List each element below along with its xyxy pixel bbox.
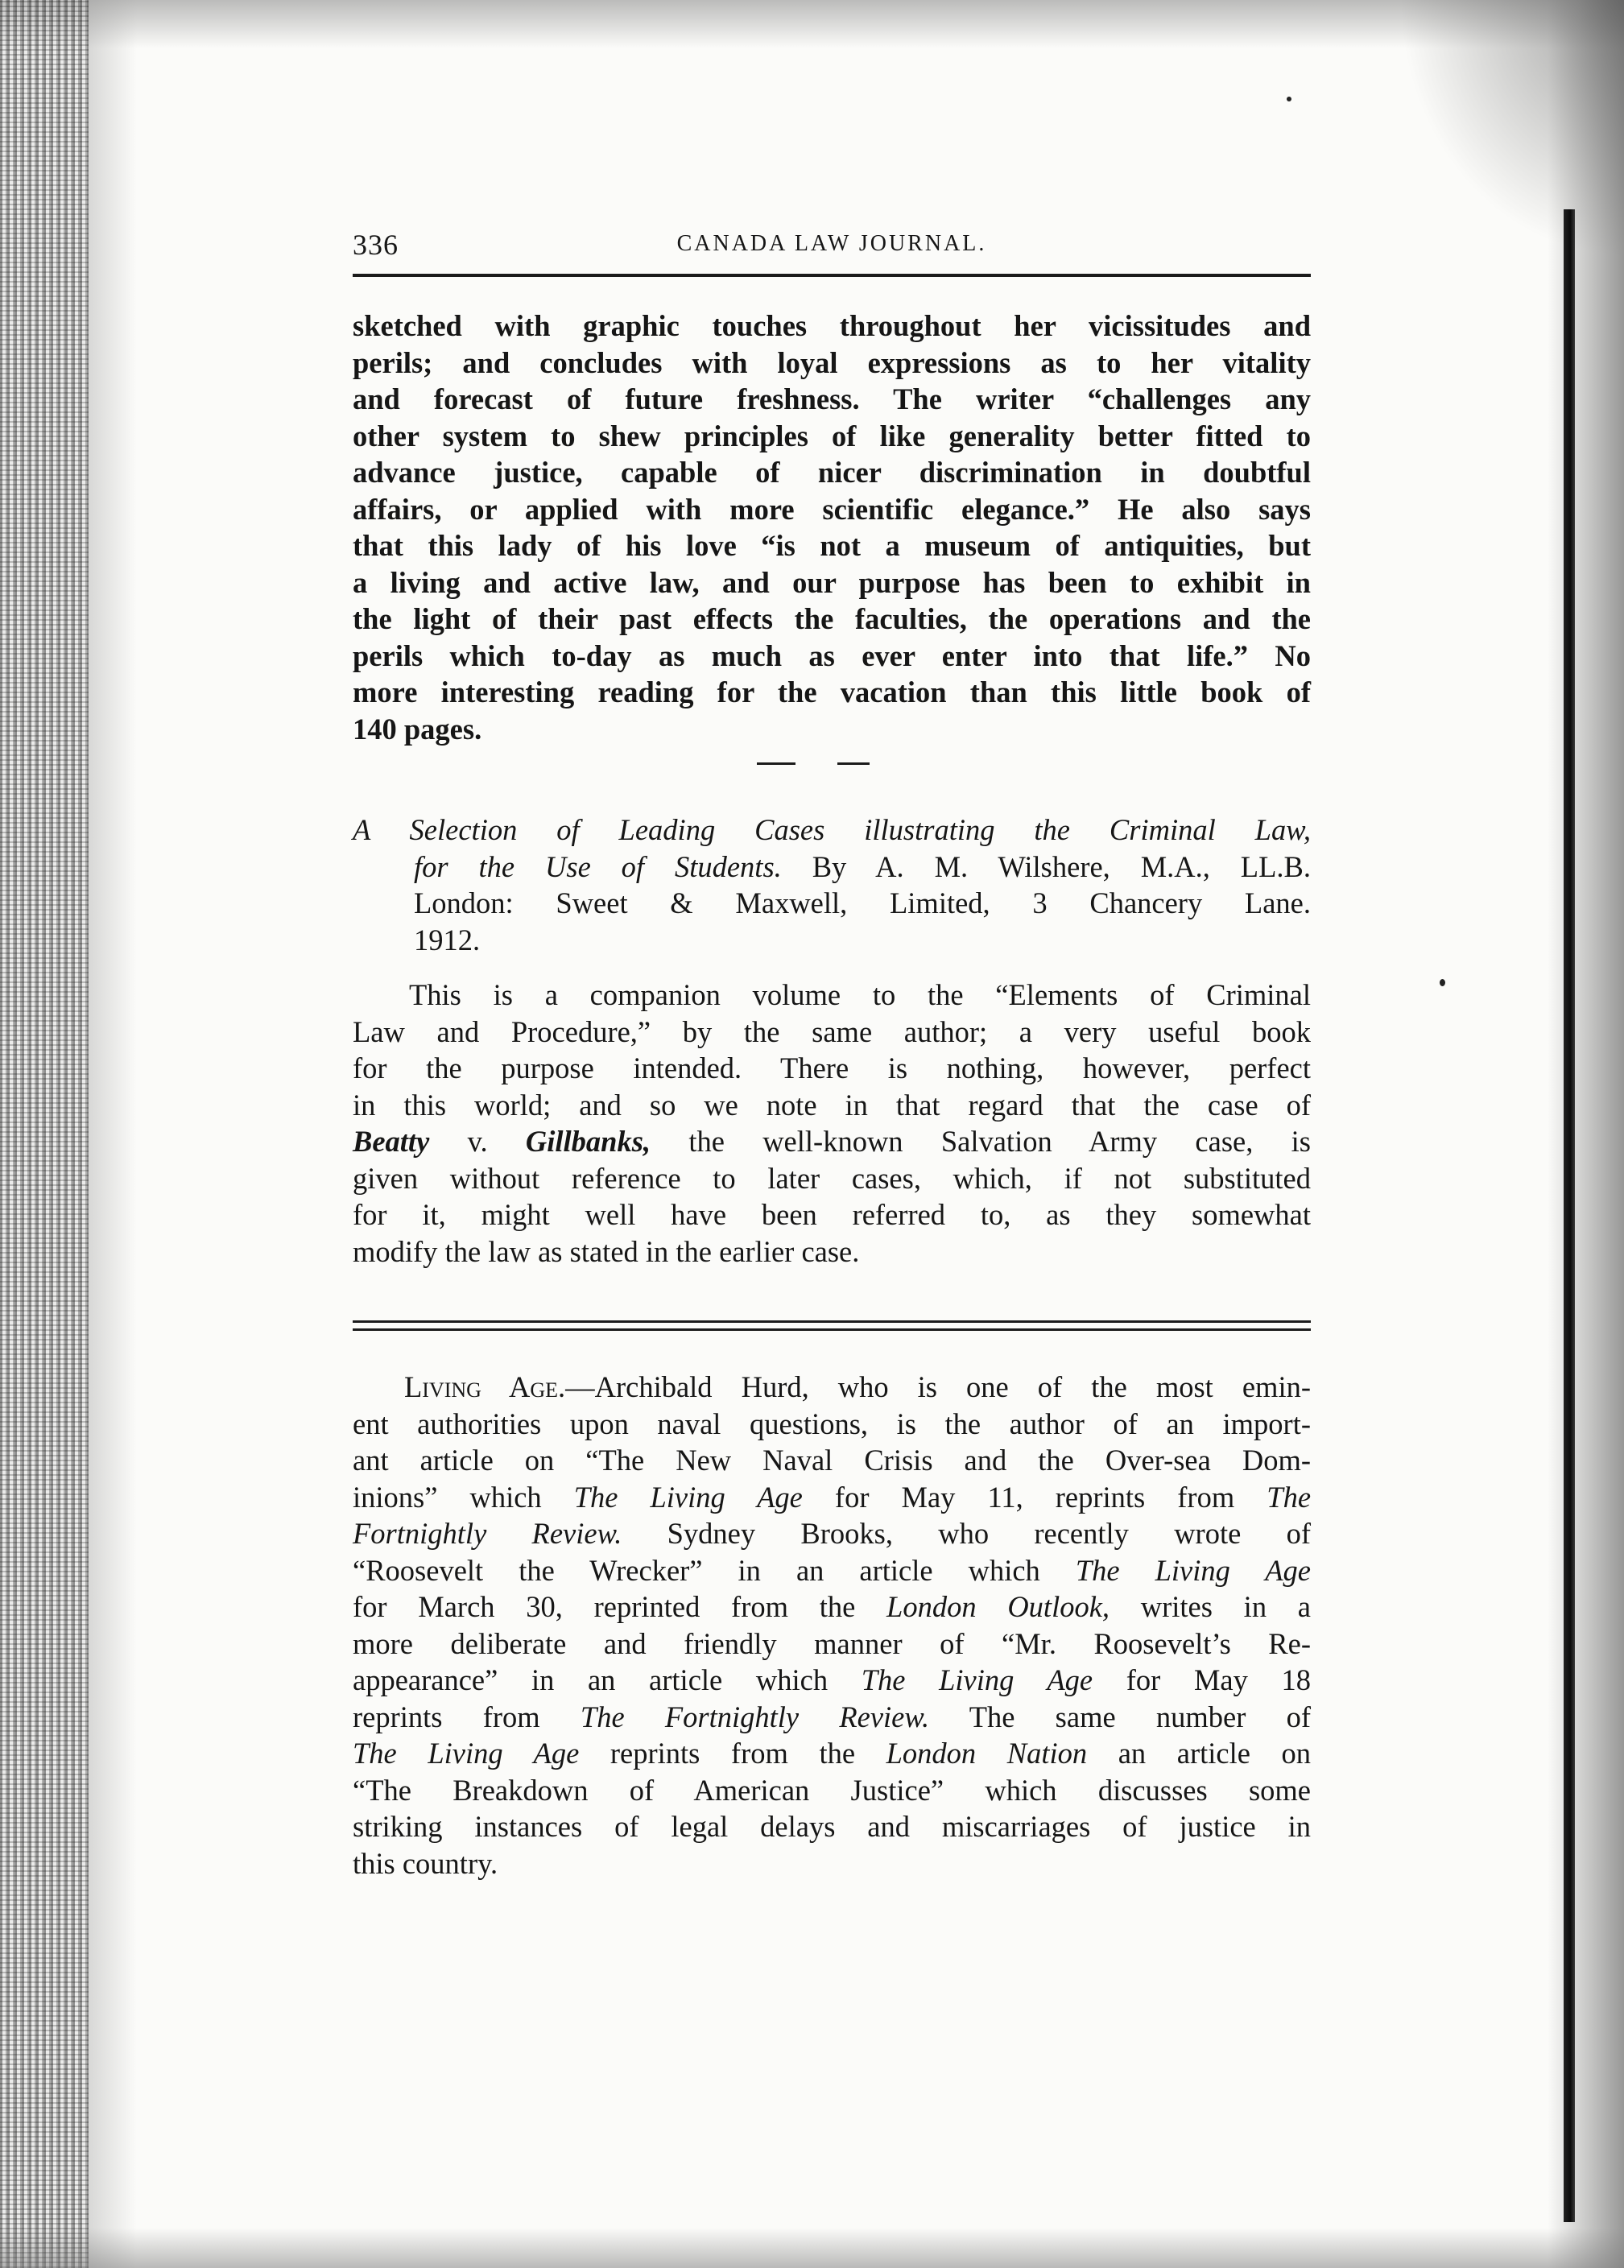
text-fragment: reprints from (353, 1700, 581, 1733)
text-line: this country. (353, 1846, 498, 1880)
review-continued-paragraph (353, 308, 1311, 747)
journal-title: CANADA LAW JOURNAL. (676, 231, 987, 256)
text-fragment: —Archibald Hurd, who is one of the most emin- (565, 1370, 1311, 1403)
section-separator-dash (837, 762, 870, 765)
book-author: By A. M. Wilshere, M.A., LL.B. (781, 849, 1311, 883)
periodical-title: The Fortnightly Review. (580, 1700, 930, 1733)
text-fragment: “Roosevelt the Wrecker” in an article which (353, 1553, 1076, 1587)
book-title-line (353, 849, 1311, 886)
book-notice-paragraph (353, 977, 1311, 1270)
text-line (353, 1699, 1311, 1736)
text-fragment: Sydney Brooks, who recently wrote of (622, 1517, 1311, 1550)
text-line: more interesting reading for the vacation than this little book of (353, 675, 1311, 708)
periodical-title: The Living Age (861, 1663, 1093, 1696)
text-fragment: for May 18 (1093, 1663, 1312, 1696)
text-fragment: reprints from the (579, 1737, 886, 1770)
living-age-paragraph (353, 1369, 1311, 1882)
periodical-title: Fortnightly Review. (353, 1517, 622, 1550)
text-fragment: appearance” in an article which (353, 1663, 862, 1696)
text-line (353, 1123, 1311, 1160)
text-fragment: The same number of (929, 1700, 1311, 1733)
text-line: for the purpose intended. There is nothing, however, perfect (353, 1051, 1311, 1084)
periodical-title: London Nation (886, 1737, 1088, 1770)
text-line (353, 1369, 1311, 1406)
text-line: affairs, or applied with more scientific elegance.” He also says (353, 492, 1311, 526)
case-name: Beatty (353, 1125, 430, 1158)
text-line: and forecast of future freshness. The writer “challenges any (353, 382, 1311, 415)
text-fragment: an article on (1087, 1737, 1311, 1770)
text-line (353, 1662, 1311, 1699)
text-line: perils; and concludes with loyal expressions as to her vitality (353, 345, 1311, 379)
text-line: This is a companion volume to the “Elements of Criminal (409, 978, 1311, 1011)
periodical-title: The (1267, 1480, 1312, 1514)
scan-speck (1287, 97, 1291, 101)
periodical-title: The Living Age (573, 1480, 803, 1514)
text-line: perils which to-day as much as ever enter into that life.” No (353, 638, 1311, 672)
scan-edge-top (0, 0, 1624, 48)
text-line: more deliberate and friendly manner of “Mr. Roosevelt’s Re- (353, 1626, 1311, 1660)
text-line: modify the law as stated in the earlier case. (353, 1234, 860, 1268)
text-line: the light of their past effects the faculties, the operations and the (353, 602, 1311, 635)
book-title-fragment: for the Use of Students. (414, 849, 782, 883)
scan-edge-bottom (0, 2228, 1624, 2268)
scan-binding-edge (1564, 209, 1575, 2222)
text-line (353, 1515, 1311, 1552)
scan-corner-shadow (1399, 0, 1624, 258)
book-notice-heading (353, 812, 1311, 958)
text-line: “The Breakdown of American Justice” which discusses some (353, 1773, 1311, 1807)
text-line: given without reference to later cases, which, if not substituted (353, 1161, 1311, 1195)
scan-speck (1440, 979, 1445, 986)
text-line: that this lady of his love “is not a museum of antiquities, but (353, 529, 1311, 562)
periodical-title: The Living Age (353, 1737, 580, 1770)
page-number: 336 (353, 229, 399, 261)
case-name: Gillbanks, (525, 1125, 651, 1158)
periodical-title: London Outlook, (886, 1590, 1110, 1623)
text-fragment: writes in a (1110, 1590, 1311, 1623)
double-rule-top (353, 1320, 1311, 1323)
text-fragment: inions” which (353, 1480, 574, 1514)
text-line: advance justice, capable of nicer discrimination in doubtful (353, 456, 1311, 489)
text-line: a living and active law, and our purpose has been to exhibit in (353, 565, 1311, 599)
text-fragment: v. (429, 1125, 526, 1158)
text-line: for it, might well have been referred to, as they somewhat (353, 1198, 1311, 1231)
section-label: Living Age. (404, 1370, 566, 1403)
double-rule-bottom (353, 1328, 1311, 1331)
scan-edge-left-shadow (89, 0, 137, 2268)
text-fragment: for March 30, reprinted from the (353, 1590, 887, 1623)
text-line (353, 1479, 1311, 1516)
text-line: ant article on “The New Naval Crisis and the Over-sea Dom- (353, 1444, 1311, 1477)
text-line (353, 1735, 1311, 1772)
text-fragment: for May 11, reprints from (802, 1480, 1267, 1514)
book-year: 1912. (414, 923, 481, 956)
book-title-line: A Selection of Leading Cases illustrating the Criminal Law, (353, 813, 1311, 846)
text-line: ent authorities upon naval questions, is the author of an import- (353, 1407, 1311, 1440)
header-rule (353, 274, 1311, 277)
section-separator-dash (757, 762, 795, 765)
text-line: striking instances of legal delays and miscarriages of justice in (353, 1810, 1311, 1843)
text-line: 140 pages. (353, 712, 482, 746)
text-line (353, 1588, 1311, 1626)
scan-edge-right (1548, 0, 1624, 2268)
text-line (353, 1552, 1311, 1589)
book-publisher: London: Sweet & Maxwell, Limited, 3 Chancery Lane. (414, 886, 1311, 919)
text-line: Law and Procedure,” by the same author; a very useful book (353, 1014, 1311, 1048)
text-line: in this world; and so we note in that regard that the case of (353, 1088, 1311, 1122)
periodical-title: The Living Age (1075, 1553, 1312, 1587)
text-line: other system to shew principles of like generality better fitted to (353, 419, 1311, 452)
text-fragment: the well-known Salvation Army case, is (651, 1125, 1311, 1158)
running-head (353, 228, 1311, 260)
text-line: sketched with graphic touches throughout her vicissitudes and (353, 309, 1311, 342)
scan-edge-left (0, 0, 89, 2268)
